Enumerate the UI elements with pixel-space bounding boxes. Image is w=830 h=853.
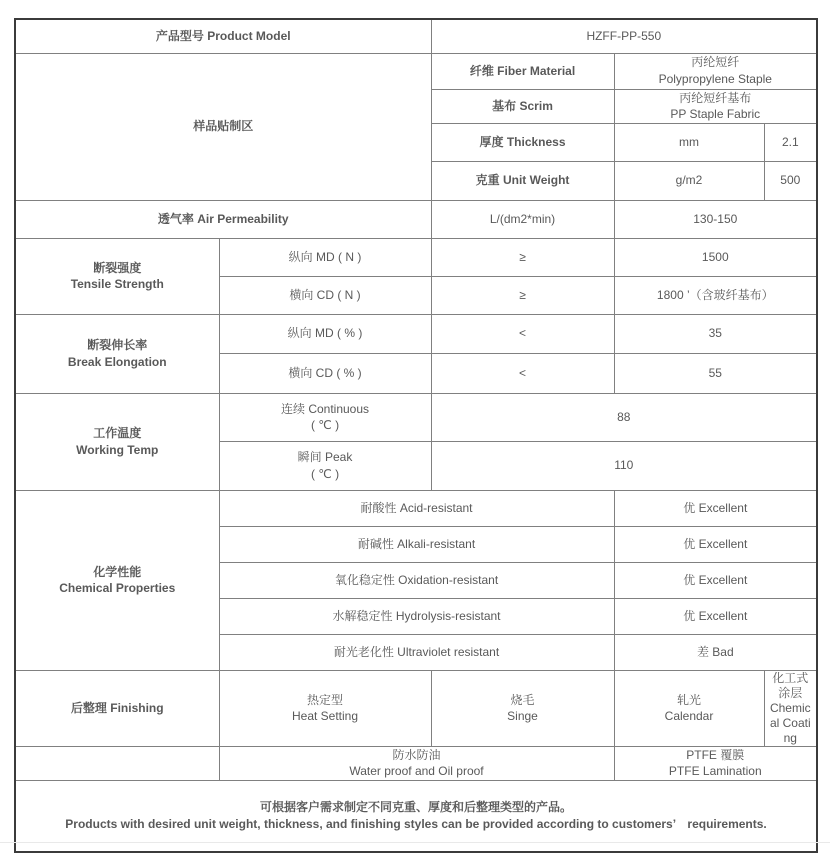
elongation-md-operator: < [431, 314, 614, 353]
tensile-strength-header [15, 238, 219, 314]
elongation-cd-value: 55 [614, 353, 817, 393]
waterproof-en: Water proof and Oil proof [349, 764, 484, 779]
working-temp-header [15, 393, 219, 490]
ptfe-cn: PTFE 覆膜 [686, 747, 745, 762]
air-permeability-unit: L/(dm2*min) [431, 200, 614, 238]
chem-oxidation-rating: 优 Excellent [614, 562, 817, 598]
temp-continuous-unit: ( ℃ ) [310, 418, 340, 433]
tensile-md-property: 纵向 MD ( N ) [219, 238, 431, 276]
row-tensile-md [15, 238, 817, 276]
temp-peak-property [219, 441, 431, 490]
waterproof-empty-cell [15, 746, 219, 780]
thickness-value: 2.1 [764, 123, 817, 161]
working-temp-label-cn: 工作温度 [93, 426, 142, 441]
row-finishing [15, 670, 817, 746]
thickness-label: 厚度 Thickness [431, 123, 614, 161]
footer-note-en: Products with desired unit weight, thickness, and finishing styles can be provided according to customers’ requirements. [65, 816, 767, 831]
chem-uv-rating: 差 Bad [614, 634, 817, 670]
finishing-heat-setting-en: Heat Setting [291, 709, 359, 724]
elongation-cd-property: 横向 CD ( % ) [219, 353, 431, 393]
ptfe-cell [614, 746, 817, 780]
finishing-calendar-en: Calendar [664, 709, 714, 724]
elongation-cd-operator: < [431, 353, 614, 393]
fiber-value [614, 53, 817, 89]
elongation-md-property: 纵向 MD ( % ) [219, 314, 431, 353]
chem-oxidation-property: 氧化稳定性 Oxidation-resistant [219, 562, 614, 598]
row-fiber [15, 53, 817, 89]
finishing-calendar-cn: 轧光 [677, 692, 702, 707]
chemical-properties-label-cn: 化学性能 [93, 564, 142, 579]
chem-acid-property: 耐酸性 Acid-resistant [219, 490, 614, 526]
finishing-calendar [614, 670, 764, 746]
waterproof-cn: 防水防油 [392, 747, 441, 762]
scrim-value-cn: 丙纶短纤基布 [679, 90, 752, 105]
break-elongation-header [15, 314, 219, 393]
unit-weight-unit: g/m2 [614, 161, 764, 200]
chem-alkali-rating: 优 Excellent [614, 526, 817, 562]
tensile-strength-label-en: Tensile Strength [70, 277, 164, 292]
chem-acid-rating: 优 Excellent [614, 490, 817, 526]
tensile-strength-label-cn: 断裂强度 [93, 260, 142, 275]
finishing-singe-en: Singe [507, 709, 538, 724]
fiber-label: 纤维 Fiber Material [431, 53, 614, 89]
product-model-value: HZFF-PP-550 [431, 19, 817, 53]
finishing-chemical-coating [764, 670, 817, 746]
fiber-value-cn: 丙纶短纤 [691, 55, 740, 70]
working-temp-label-en: Working Temp [76, 442, 159, 457]
temp-continuous-property [219, 393, 431, 441]
sample-area-cell: 样品贴制区 [15, 53, 431, 200]
finishing-chemical-coating-en: Chemical Coating [769, 700, 811, 745]
row-product-model [15, 19, 817, 53]
temp-continuous-value: 88 [431, 393, 817, 441]
finishing-heat-setting [219, 670, 431, 746]
temp-peak-cn: 瞬间 Peak [297, 450, 353, 465]
row-elongation-md [15, 314, 817, 353]
air-permeability-label: 透气率 Air Permeability [15, 200, 431, 238]
unit-weight-value: 500 [764, 161, 817, 200]
scrim-value-en: PP Staple Fabric [670, 107, 761, 122]
row-chem-acid [15, 490, 817, 526]
row-temp-continuous [15, 393, 817, 441]
chem-hydrolysis-property: 水解稳定性 Hydrolysis-resistant [219, 598, 614, 634]
scrim-label: 基布 Scrim [431, 89, 614, 123]
finishing-chemical-coating-cn: 化工式涂层 [772, 670, 809, 700]
fiber-value-en: Polypropylene Staple [658, 72, 772, 86]
tensile-cd-value: 1800 ’（含玻纤基布） [614, 276, 817, 314]
temp-continuous-cn: 连续 Continuous [280, 401, 370, 416]
finishing-heat-setting-cn: 热定型 [307, 692, 344, 707]
finishing-label: 后整理 Finishing [15, 670, 219, 746]
temp-peak-value: 110 [431, 441, 817, 490]
scrim-value [614, 89, 817, 123]
break-elongation-label-cn: 断裂伸长率 [87, 338, 148, 353]
chem-hydrolysis-rating: 优 Excellent [614, 598, 817, 634]
chemical-properties-header [15, 490, 219, 670]
tensile-md-value: 1500 [614, 238, 817, 276]
air-permeability-value: 130-150 [614, 200, 817, 238]
row-air-permeability [15, 200, 817, 238]
finishing-singe [431, 670, 614, 746]
temp-peak-unit: ( ℃ ) [310, 466, 340, 481]
tensile-cd-property: 横向 CD ( N ) [219, 276, 431, 314]
finishing-singe-cn: 烧毛 [510, 692, 535, 707]
ptfe-en: PTFE Lamination [668, 764, 762, 779]
chemical-properties-label-en: Chemical Properties [59, 581, 176, 596]
break-elongation-label-en: Break Elongation [67, 354, 167, 369]
elongation-md-value: 35 [614, 314, 817, 353]
unit-weight-label: 克重 Unit Weight [431, 161, 614, 200]
chem-uv-property: 耐光老化性 Ultraviolet resistant [219, 634, 614, 670]
row-waterproof [15, 746, 817, 780]
thickness-unit: mm [614, 123, 764, 161]
tensile-cd-operator: ≥ [431, 276, 614, 314]
waterproof-cell [219, 746, 614, 780]
chem-alkali-property: 耐碱性 Alkali-resistant [219, 526, 614, 562]
tensile-md-operator: ≥ [431, 238, 614, 276]
footer-note-cn: 可根据客户需求制定不同克重、厚度和后整理类型的产品。 [260, 800, 573, 815]
product-model-label: 产品型号 Product Model [15, 19, 431, 53]
page-bottom-rule [0, 842, 830, 843]
product-spec-table [14, 18, 818, 853]
